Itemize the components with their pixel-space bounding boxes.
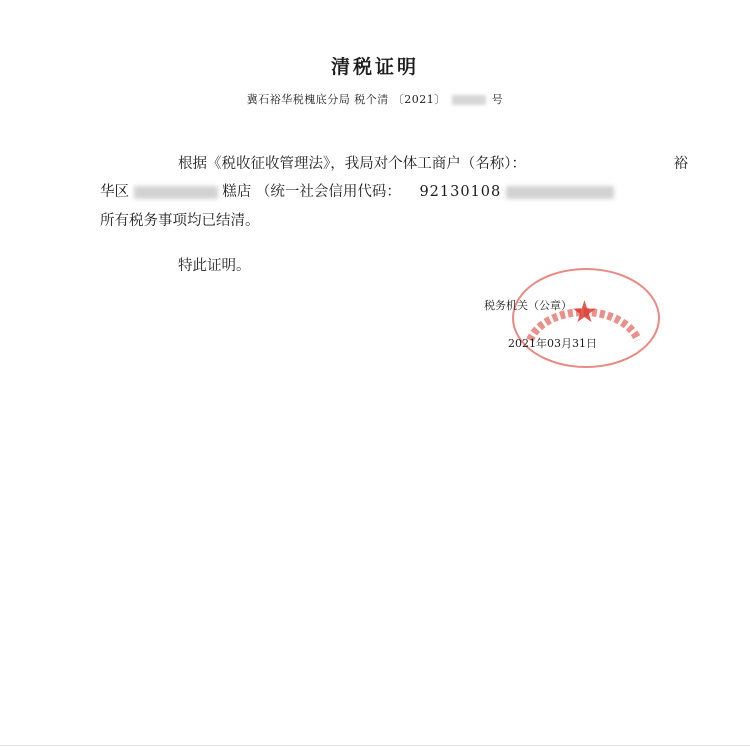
document-title: 清税证明 [330,56,419,78]
paragraph2-start: 华区 [100,184,129,200]
document-number-prefix: 冀石裕华税槐底分局 税个清 〔2021〕 [246,93,446,106]
paragraph1-end: 裕 [673,156,688,172]
redacted-number [452,95,486,105]
redacted-code [506,186,614,199]
page-edge [0,745,750,746]
star-icon: ★ [571,295,598,330]
paragraph-line-3: 所有税务事项均已结清。 [100,213,260,229]
paragraph-line-4: 特此证明。 [178,258,251,274]
redacted-name [134,186,218,199]
document-number-suffix: 号 [491,93,504,106]
document-number [0,91,750,107]
credit-code: 92130108 [419,184,502,200]
issuer-label: 税务机关（公章） [484,299,572,312]
paragraph2-mid: 糕店 （统一社会信用代码： [222,184,401,200]
issue-date: 2021年03月31日 [508,337,597,350]
paragraph1-start: 根据《税收征收管理法》，我局对个体工商户（名称）： [178,156,526,172]
paragraph-line-2 [100,180,692,201]
paragraph-line-1 [100,152,692,173]
